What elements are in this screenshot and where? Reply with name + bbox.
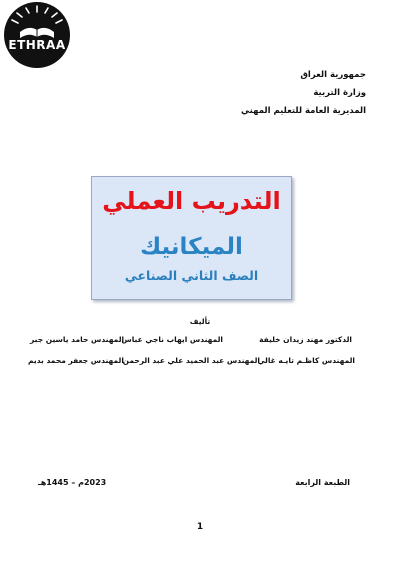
- publication-year: 2023م – 1445هـ: [38, 478, 107, 487]
- book-rays-icon: [4, 2, 70, 68]
- book-title: التدريب العملي: [102, 187, 281, 215]
- directorate-line: المديرية العامة للتعليم المهني: [241, 106, 366, 116]
- book-subject: الميكانيك: [140, 234, 243, 260]
- author-name: المهندس كاظـم تايـه غالي: [257, 356, 355, 365]
- author-name: الدكتور مهند زيدان خليفة: [259, 335, 352, 344]
- ethraa-logo: [4, 2, 70, 68]
- author-name: المهندس ايهاب ناجي عباس: [121, 335, 223, 344]
- grade-label: الصف الثاني الصناعي: [124, 268, 259, 283]
- ministry-header: [241, 66, 366, 120]
- title-box: [91, 176, 292, 300]
- author-name: المهندس جعفر محمد بديم: [28, 356, 124, 365]
- authors-heading: تأليف: [189, 317, 211, 326]
- author-name: المهندس عبد الحميد علي عبد الرحمن: [122, 356, 260, 365]
- page-number: 1: [196, 522, 204, 532]
- country-line: جمهورية العراق: [300, 70, 366, 80]
- logo-text: ETHRAA: [8, 38, 66, 52]
- edition-label: الطبعة الرابعة: [295, 478, 350, 487]
- author-name: المهندس حامد ياسين جبر: [30, 335, 125, 344]
- ministry-line: وزارة التربية: [313, 88, 366, 98]
